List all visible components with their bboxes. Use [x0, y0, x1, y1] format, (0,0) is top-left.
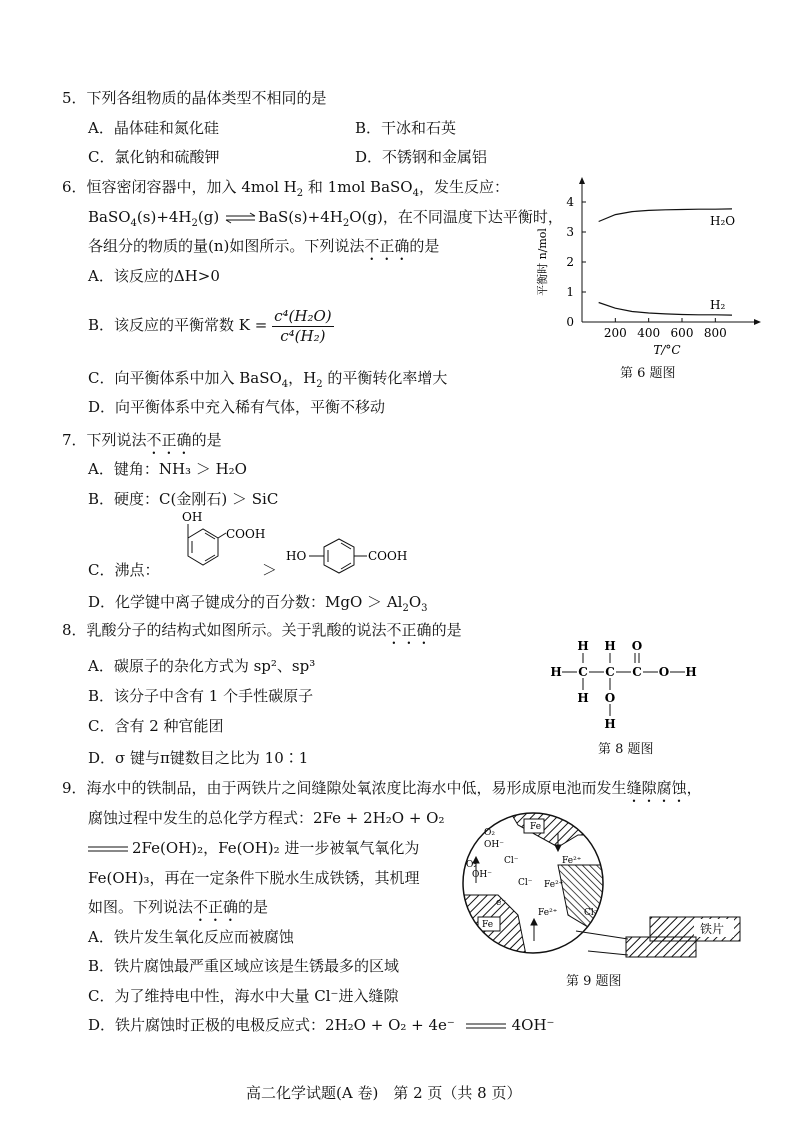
- q9-line4: Fe(OH)₃，再在一定条件下脱水生成铁锈，其机理: [88, 869, 420, 887]
- x-tick-label: 400: [637, 326, 661, 340]
- svg-text:O: O: [604, 691, 616, 705]
- x-tick-label: 800: [703, 326, 727, 340]
- fe2-label: Fe²⁺: [562, 856, 582, 866]
- q5-option-b: B．干冰和石英: [355, 119, 457, 137]
- q7-option-b: B．硬度：C(金刚石) ＞ SiC: [88, 490, 279, 508]
- y-tick-label: 4: [566, 195, 574, 209]
- svg-text:O: O: [658, 665, 670, 679]
- page-footer: 高二化学试题(A 卷) 第 2 页（共 8 页）: [246, 1084, 522, 1102]
- x-tick-label: 600: [670, 326, 694, 340]
- y-tick-label: 0: [566, 315, 574, 329]
- x-axis-arrow: [754, 319, 761, 325]
- series-label-1: H₂: [710, 298, 726, 313]
- svg-text:OH⁻: OH⁻: [472, 870, 492, 880]
- y-tick-label: 3: [566, 225, 574, 239]
- equals-arrow-icon: [88, 844, 128, 854]
- q6-option-d: D．向平衡体系中充入稀有气体，平衡不移动: [88, 398, 386, 416]
- y-axis-arrow: [579, 177, 585, 184]
- q7-option-a: A．键角：NH₃ ＞ H₂O: [88, 460, 247, 478]
- cl-label: Cl⁻: [504, 856, 519, 866]
- equals-arrow-icon-2: [466, 1021, 506, 1031]
- q9-line1: 9．海水中的铁制品，由于两铁片之间缝隙处氧浓度比海水中低，易形成原电池而发生缝隙腐蚀，: [62, 779, 702, 797]
- svg-text:H: H: [577, 691, 589, 705]
- svg-text:H: H: [577, 639, 589, 653]
- q9-option-b: B．铁片腐蚀最严重区域应该是生锈最多的区域: [88, 957, 400, 975]
- q9-caption: 第 9 题图: [566, 974, 622, 989]
- svg-text:C: C: [605, 665, 615, 679]
- y-axis-label: 平衡时 n/mol: [536, 228, 549, 296]
- svg-text:O: O: [631, 639, 643, 653]
- cooh-label-2: COOH: [368, 549, 408, 563]
- q6-caption: 第 6 题图: [620, 366, 676, 381]
- q7-option-d: D．化学键中离子键成分的百分数：MgO ＞ $Al_2O_3$: [88, 593, 428, 614]
- q5-option-d: D．不锈钢和金属铝: [355, 148, 488, 166]
- series-label-0: H₂O: [710, 213, 736, 228]
- q8-stem: 8．乳酸分子的结构式如图所示。关于乳酸的说法不正确的是: [62, 621, 462, 639]
- svg-text:C: C: [632, 665, 642, 679]
- ho-label: HO: [286, 549, 307, 563]
- oh-label: OH: [182, 510, 203, 524]
- q9-line2: 腐蚀过程中发生的总化学方程式：2Fe + 2H₂O + O₂: [88, 809, 445, 827]
- svg-text:C: C: [578, 665, 588, 679]
- q9-line5: 如图。下列说法不正确的是: [88, 898, 269, 916]
- q6-option-b: B．该反应的平衡常数 K = $\frac{\text{c⁴(H₂O)}}{\text{c⁴(H₂)}}$: [88, 306, 332, 345]
- q6-equation: $BaSO_4(s)+4H_2(g)$ $BaS(s)+4H_2O(g)$，在不同温度下达平衡时，: [88, 208, 563, 229]
- q8-option-a: A．碳原子的杂化方式为 sp²、sp³: [88, 657, 316, 675]
- q7-greater-sign: ＞: [262, 561, 278, 579]
- svg-text:H: H: [604, 717, 616, 731]
- q8-option-c: C．含有 2 种官能团: [88, 717, 224, 735]
- q6-equilibrium-chart: [530, 180, 750, 360]
- q8-caption: 第 8 题图: [598, 742, 654, 757]
- x-axis-label: T/°C: [653, 343, 681, 357]
- electron-label: e⁻: [496, 898, 507, 908]
- q9-option-d: D．铁片腐蚀时正极的电极反应式：2H₂O + O₂ + 4e⁻ 4OH⁻: [88, 1016, 555, 1034]
- cooh-label: COOH: [226, 527, 266, 541]
- oh-ion-label: OH⁻: [484, 840, 504, 850]
- q9-line3: 2Fe(OH)₂，Fe(OH)₂ 进一步被氧气氧化为: [88, 838, 419, 858]
- svg-text:Cl⁻: Cl⁻: [518, 878, 533, 888]
- q6-option-c: C．向平衡体系中加入 BaSO$_4$，$H_2$ 的平衡转化率增大: [88, 369, 448, 390]
- crevice-corrosion-diagram: [458, 805, 758, 965]
- salicylic-acid-structure: [158, 510, 266, 582]
- q6-line3: 各组分的物质的量(n)如图所示。下列说法不正确的是: [88, 237, 440, 255]
- q8-option-d: D．σ 键与π键数目之比为 10∶1: [88, 749, 309, 767]
- p-hydroxybenzoic-acid-structure: [284, 535, 424, 580]
- iron-plate-label: 铁片: [700, 922, 725, 936]
- o2-label: O₂: [484, 828, 495, 838]
- equilibrium-arrow-icon: [225, 212, 257, 224]
- q6-stem: 6．恒容密闭容器中，加入 4mol $H_2$ 和 1mol BaSO$_4$，发生反应：: [62, 178, 509, 199]
- q9-option-a: A．铁片发生氧化反应而被腐蚀: [88, 928, 294, 946]
- y-tick-label: 1: [566, 285, 574, 299]
- equilibrium-constant-fraction: $\frac{\text{c⁴(H₂O)}}{\text{c⁴(H₂)}}$: [274, 306, 332, 345]
- svg-text:O₂: O₂: [466, 860, 477, 870]
- svg-text:Fe²⁺: Fe²⁺: [544, 880, 564, 890]
- fe-label: Fe: [530, 822, 542, 832]
- q7-option-c-label: C．沸点：: [88, 561, 160, 579]
- q5-option-c: C．氯化钠和硫酸钾: [88, 148, 220, 166]
- y-tick-label: 2: [566, 255, 574, 269]
- lactic-acid-structure: [548, 636, 708, 732]
- svg-text:Fe²⁺: Fe²⁺: [538, 908, 558, 918]
- q5-option-a: A．晶体硅和氮化硅: [88, 119, 219, 137]
- svg-text:H: H: [685, 665, 697, 679]
- q7-stem: 7．下列说法不正确的是: [62, 431, 222, 449]
- q9-option-c: C．为了维持电中性，海水中大量 Cl⁻进入缝隙: [88, 987, 399, 1005]
- q6-option-a: A．该反应的ΔH>0: [88, 267, 220, 285]
- q8-option-b: B．该分子中含有 1 个手性碳原子: [88, 687, 314, 705]
- svg-text:Cl⁻: Cl⁻: [584, 908, 599, 918]
- x-tick-label: 200: [603, 326, 627, 340]
- svg-text:H: H: [550, 665, 562, 679]
- q5-stem: 5．下列各组物质的晶体类型不相同的是: [62, 89, 327, 107]
- svg-text:H: H: [604, 639, 616, 653]
- svg-text:Fe: Fe: [482, 920, 494, 930]
